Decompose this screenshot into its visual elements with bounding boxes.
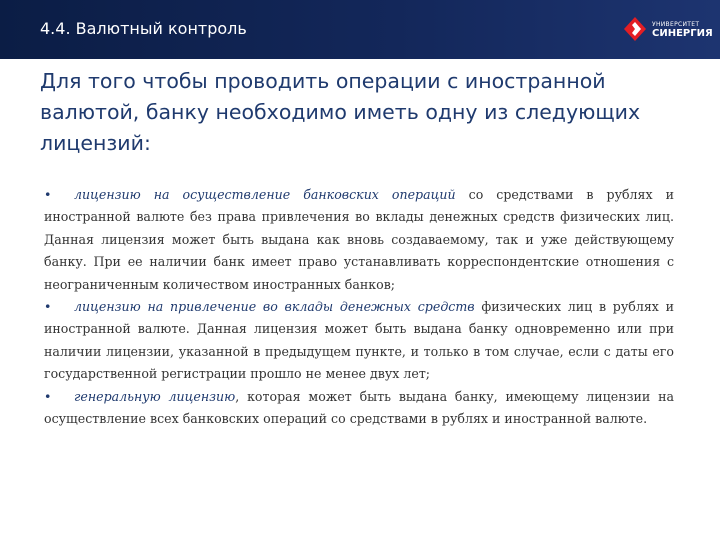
bullet-icon: • bbox=[44, 388, 52, 404]
license-description: , которая может быть выдана банку, имеющему лицензии на осуществление всех банковских операций со средствами в рублях и иностранной валюте. bbox=[44, 388, 674, 427]
license-term: генеральную лицензию bbox=[74, 388, 236, 404]
list-item bbox=[44, 386, 674, 431]
section-title: 4.4. Валютный контроль bbox=[40, 19, 247, 38]
license-description: физических лиц в рублях и иностранной валюте. Данная лицензия может быть выдана банку одновременно или при наличии лицензии, указанной в предыдущем пункте, и только в том случае, если с даты его государственной регистрации прошло не менее двух лет; bbox=[44, 299, 674, 382]
synergy-logo-icon bbox=[622, 16, 648, 42]
bullet-icon: • bbox=[44, 187, 52, 202]
slide-heading: Для того чтобы проводить операции с иностранной валютой, банку необходимо иметь одну из следующих лицензий: bbox=[40, 69, 641, 155]
logo-text-synergy: СИНЕРГИЯ bbox=[652, 28, 713, 39]
list-item bbox=[44, 184, 674, 296]
header-bar bbox=[0, 0, 720, 59]
university-logo bbox=[622, 16, 714, 44]
license-term: лицензию на привлечение во вклады денежных средств bbox=[74, 299, 475, 315]
license-term: лицензию на осуществление банковских операций bbox=[74, 187, 456, 202]
license-description: со средствами в рублях и иностранной валюте без права привлечения во вклады денежных средств физических лиц. Данная лицензия может быть выдана как вновь создаваемому, так и уже действующему банку. При ее наличии банк имеет право устанавливать корреспондентские отношения с неограниченным количеством иностранных банков; bbox=[44, 187, 674, 292]
logo-text-university: УНИВЕРСИТЕТ bbox=[652, 21, 700, 28]
bullet-icon: • bbox=[44, 299, 52, 315]
license-list bbox=[44, 184, 674, 430]
list-item bbox=[44, 296, 674, 386]
